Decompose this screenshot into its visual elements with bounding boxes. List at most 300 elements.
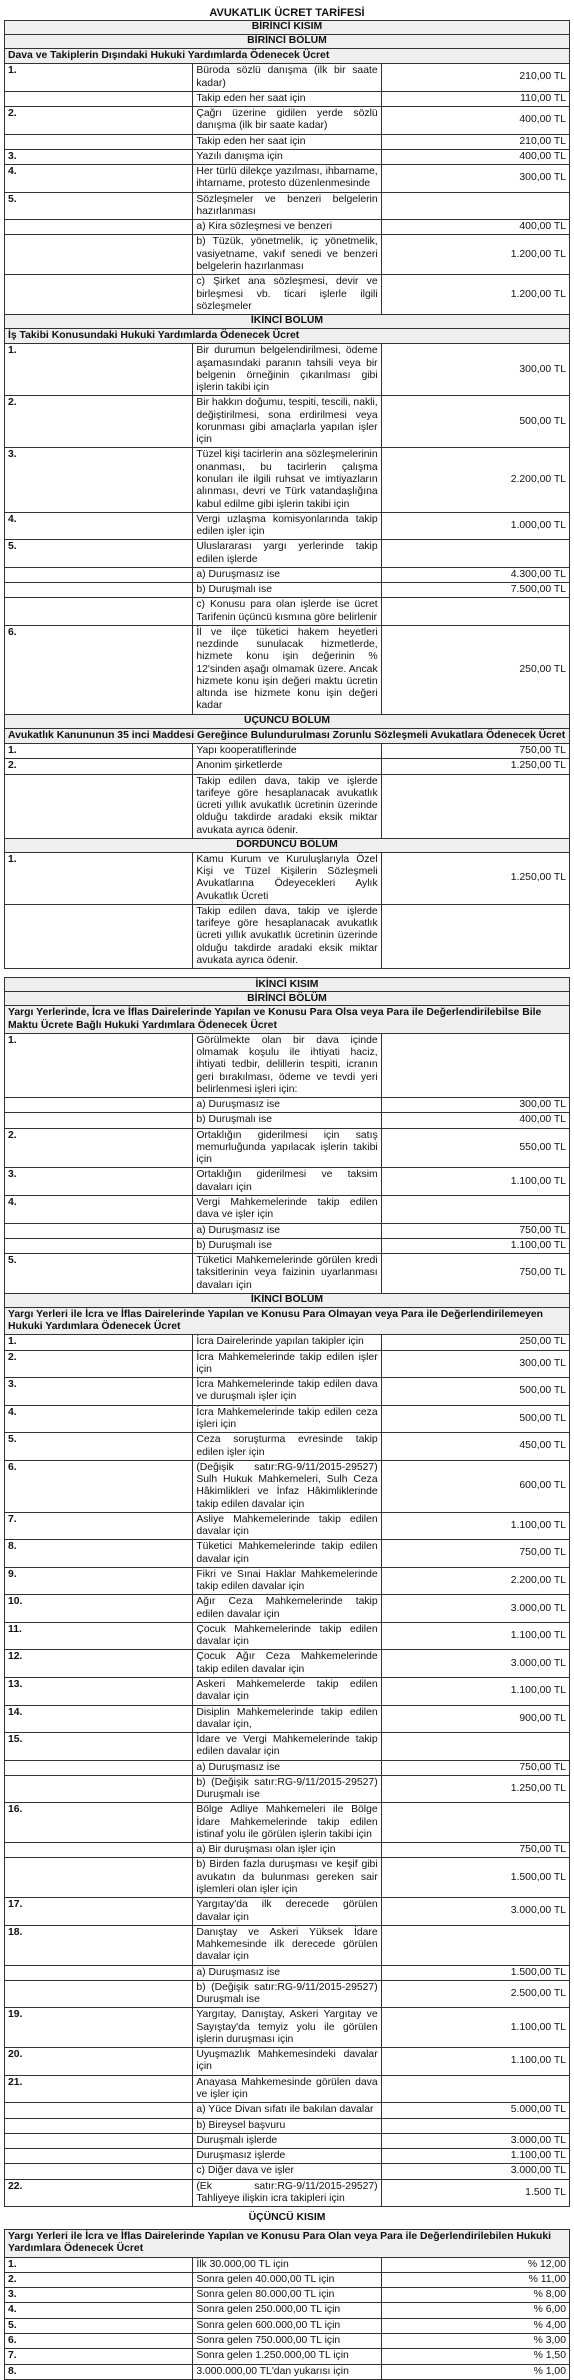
section-title: Yargı Yerleri ile İcra ve İflas Dairelerinde Yapılan ve Konusu Para Olmayan veya Para ile Değerlendirilemeyen Hukuki Yardımlara Ödenecek Ücret: [5, 1307, 570, 1335]
item-amount: 110,00 TL: [381, 91, 569, 106]
item-number: 14.: [5, 1705, 193, 1733]
item-number: [5, 598, 193, 626]
fee-row: [5, 583, 570, 598]
tariff-document: [4, 6, 570, 2380]
item-number: 19.: [5, 2008, 193, 2048]
section-heading: İKİNCİ BÖLÜM: [5, 1293, 570, 1307]
fee-row: [5, 774, 570, 838]
item-description: İlk 30.000,00 TL için: [193, 2257, 381, 2272]
item-description: Uyuşmazlık Mahkemesindeki davalar için: [193, 2048, 381, 2076]
item-description: a) Bir duruşması olan işler için: [193, 1843, 381, 1858]
item-number: 21.: [5, 2075, 193, 2103]
item-number: [5, 220, 193, 235]
fee-row: [5, 192, 570, 220]
item-amount: % 8,00: [381, 2288, 569, 2303]
fee-row: [5, 1733, 570, 1761]
section-title: Avukatlık Kanununun 35 inci Maddesi Gereğince Bulundurulması Zorunlu Sözleşmeli Avukatlara Ödenecek Ücret: [5, 728, 570, 743]
fee-row: [5, 1168, 570, 1196]
item-amount: 3.000,00 TL: [381, 2164, 569, 2179]
item-description: Sonra gelen 40.000,00 TL için: [193, 2272, 381, 2287]
item-amount: 400,00 TL: [381, 1113, 569, 1128]
item-number: 3.: [5, 2288, 193, 2303]
item-description: Tüketici Mahkemelerinde görülen kredi taksitlerinin veya faizinin uyarlanması davaları için: [193, 1254, 381, 1294]
fee-row: [5, 904, 570, 968]
fee-row: [5, 1433, 570, 1461]
item-number: [5, 235, 193, 275]
item-number: 1.: [5, 2257, 193, 2272]
item-description: b) Duruşmalı ise: [193, 1113, 381, 1128]
fee-row: [5, 2118, 570, 2133]
item-amount: [381, 1803, 569, 1843]
item-number: 22.: [5, 2179, 193, 2207]
item-number: [5, 91, 193, 106]
item-number: 4.: [5, 165, 193, 193]
fee-row: [5, 91, 570, 106]
item-amount: 5.000,00 TL: [381, 2103, 569, 2118]
fee-row: [5, 1098, 570, 1113]
item-number: 4.: [5, 512, 193, 540]
item-description: Takip eden her saat için: [193, 134, 381, 149]
item-description: İl ve ilçe tüketici hakem heyetleri nezdinde sunulacak hizmetlerde, hizmete konu işin değerinin % 12'sinden aşağı olmamak üzere. Ancak hizmete konu işin değeri maktu ücretin altında ise hizmete konu işin değeri kadar: [193, 625, 381, 714]
fee-row: [5, 1238, 570, 1253]
item-amount: 1.100,00 TL: [381, 2149, 569, 2164]
section-heading: ÜÇÜNCÜ BÖLÜM: [5, 714, 570, 728]
fee-row: [5, 1223, 570, 1238]
item-amount: % 1,50: [381, 2349, 569, 2364]
item-amount: 300,00 TL: [381, 344, 569, 396]
item-amount: 2.200,00 TL: [381, 448, 569, 512]
fee-row: [5, 1622, 570, 1650]
item-description: a) Duruşmasız ise: [193, 1098, 381, 1113]
item-number: 3.: [5, 448, 193, 512]
fee-row: [5, 1512, 570, 1540]
item-number: [5, 1843, 193, 1858]
fee-row: [5, 1595, 570, 1623]
item-description: Her türlü dilekçe yazılması, ihbarname, ihtarname, protesto düzenlenmesinde: [193, 165, 381, 193]
fee-row: [5, 1760, 570, 1775]
item-description: Çocuk Mahkemelerinde takip edilen davalar için: [193, 1622, 381, 1650]
section-title: Dava ve Takiplerin Dışındaki Hukuki Yardımlarda Ödenecek Ücret: [5, 49, 570, 64]
item-number: 6.: [5, 625, 193, 714]
item-amount: 900,00 TL: [381, 1705, 569, 1733]
item-amount: 3.000,00 TL: [381, 1650, 569, 1678]
item-description: Anayasa Mahkemesinde görülen dava ve işler için: [193, 2075, 381, 2103]
item-number: 16.: [5, 1803, 193, 1843]
item-description: Kamu Kurum ve Kuruluşlarıyla Özel Kişi ve Tüzel Kişilerin Sözleşmeli Avukatlarına Ödeyecekleri Aylık Avukatlık Ücreti: [193, 852, 381, 904]
item-number: [5, 275, 193, 315]
fee-row: [5, 2349, 570, 2364]
item-description: İcra Mahkemelerinde takip edilen işler için: [193, 1350, 381, 1378]
item-amount: 1.100,00 TL: [381, 2048, 569, 2076]
item-description: c) Konusu para olan işlerde ise ücret Tarifenin üçüncü kısmına göre belirlenir: [193, 598, 381, 626]
item-description: Ortaklığın giderilmesi için satış memurluğunda yapılacak işlerin takibi için: [193, 1128, 381, 1168]
item-number: 8.: [5, 1540, 193, 1568]
item-number: 13.: [5, 1678, 193, 1706]
item-number: [5, 1980, 193, 2008]
item-description: Büroda sözlü danışma (ilk bir saate kadar): [193, 64, 381, 92]
item-amount: 250,00 TL: [381, 1335, 569, 1350]
section-title: Yargı Yerlerinde, İcra ve İflas Dairelerinde Yapılan ve Konusu Para Olsa veya Para ile Değerlendirilebilse Bile Maktu Ücrete Bağlı Hukuki Yardımlara Ödenecek Ücret: [5, 1006, 570, 1034]
item-amount: 1.500,00 TL: [381, 1858, 569, 1898]
item-description: a) Duruşmasız ise: [193, 567, 381, 582]
section-heading: İKİNCİ BÖLÜM: [5, 315, 570, 329]
item-number: [5, 2164, 193, 2179]
item-number: 2.: [5, 396, 193, 448]
item-number: [5, 2133, 193, 2148]
fee-row: [5, 344, 570, 396]
item-amount: 400,00 TL: [381, 149, 569, 164]
fee-row: [5, 448, 570, 512]
item-amount: [381, 2075, 569, 2103]
fee-row: [5, 235, 570, 275]
item-number: [5, 2103, 193, 2118]
item-number: 2.: [5, 107, 193, 135]
item-number: 5.: [5, 540, 193, 568]
item-description: Uluslararası yargı yerlerinde takip edilen işlerde: [193, 540, 381, 568]
fee-row: [5, 1843, 570, 1858]
item-amount: 1.500 TL: [381, 2179, 569, 2207]
item-amount: 4.300,00 TL: [381, 567, 569, 582]
item-number: 5.: [5, 1254, 193, 1294]
fee-row: [5, 1254, 570, 1294]
item-amount: 1.250,00 TL: [381, 852, 569, 904]
item-amount: 550,00 TL: [381, 1128, 569, 1168]
item-amount: 1.100,00 TL: [381, 1168, 569, 1196]
fee-row: [5, 1705, 570, 1733]
item-description: Tüzel kişi tacirlerin ana sözleşmelerinin onanması, bu tacirlerin çalışma konuları ile ilgili ruhsat ve imtiyazların alınması, devri ve Türk vatandaşlığına kabul edilme gibi işlerin takibi için: [193, 448, 381, 512]
item-number: 12.: [5, 1650, 193, 1678]
fee-row: [5, 64, 570, 92]
part-heading: BİRİNCİ KISIM: [5, 21, 570, 35]
item-description: Görülmekte olan bir dava içinde olmamak koşulu ile ihtiyati haciz, ihtiyati tedbir, delillerin tespiti, icranın geri bırakılması, ödeme ve tevdi yeri belirlenmesi işleri için:: [193, 1033, 381, 1097]
fee-row: [5, 1540, 570, 1568]
item-amount: 300,00 TL: [381, 165, 569, 193]
item-description: İcra Dairelerinde yapılan takipler için: [193, 1335, 381, 1350]
fee-row: [5, 1858, 570, 1898]
item-number: 1.: [5, 64, 193, 92]
item-description: Sonra gelen 600.000,00 TL için: [193, 2318, 381, 2333]
fee-row: [5, 165, 570, 193]
fee-row: [5, 598, 570, 626]
item-description: Yapı kooperatiflerinde: [193, 744, 381, 759]
item-description: c) Şirket ana sözleşmesi, devir ve birleşmesi vb. ticari işlerle ilgili sözleşmeler: [193, 275, 381, 315]
fee-row: [5, 1925, 570, 1965]
item-description: İdare ve Vergi Mahkemelerinde takip edilen davalar için: [193, 1733, 381, 1761]
item-amount: 500,00 TL: [381, 1378, 569, 1406]
item-amount: 750,00 TL: [381, 1843, 569, 1858]
item-amount: 1.250,00 TL: [381, 1775, 569, 1803]
part-three-table: [4, 2229, 570, 2380]
part-two-table: [4, 977, 570, 2207]
item-amount: 400,00 TL: [381, 220, 569, 235]
item-number: 4.: [5, 2303, 193, 2318]
item-number: [5, 567, 193, 582]
item-description: (Ek satır:RG-9/11/2015-29527) Tahliyeye ilişkin icra takipleri için: [193, 2179, 381, 2207]
item-number: 5.: [5, 192, 193, 220]
item-amount: [381, 1733, 569, 1761]
fee-row: [5, 1803, 570, 1843]
item-description: Ortaklığın giderilmesi ve taksim davaları için: [193, 1168, 381, 1196]
fee-row: [5, 1405, 570, 1433]
item-number: 9.: [5, 1567, 193, 1595]
item-number: 8.: [5, 2364, 193, 2379]
item-number: 17.: [5, 1898, 193, 1926]
item-number: 7.: [5, 1512, 193, 1540]
section-heading: BİRİNCİ BÖLÜM: [5, 35, 570, 49]
item-amount: [381, 2118, 569, 2133]
fee-row: [5, 2257, 570, 2272]
item-description: Bölge Adliye Mahkemeleri ile Bölge İdare Mahkemelerinde takip edilen istinaf yolu ile görülen işlerin takibi için: [193, 1803, 381, 1843]
item-number: 2.: [5, 1350, 193, 1378]
item-description: b) Tüzük, yönetmelik, iç yönetmelik, vasiyetname, vakıf senedi ve benzeri belgelerin hazırlanması: [193, 235, 381, 275]
item-description: b) Duruşmalı ise: [193, 583, 381, 598]
item-amount: 750,00 TL: [381, 1540, 569, 1568]
item-amount: 1.100,00 TL: [381, 1238, 569, 1253]
fee-row: [5, 2288, 570, 2303]
section-heading: DÖRDÜNCÜ BÖLÜM: [5, 838, 570, 852]
item-amount: [381, 1033, 569, 1097]
section-heading: BİRİNCİ BÖLÜM: [5, 992, 570, 1006]
fee-row: [5, 2303, 570, 2318]
item-description: b) Duruşmalı ise: [193, 1238, 381, 1253]
fee-row: [5, 1678, 570, 1706]
item-amount: 3.000,00 TL: [381, 2133, 569, 2148]
item-description: (Değişik satır:RG-9/11/2015-29527) Sulh Hukuk Mahkemeleri, Sulh Ceza Hâkimlikleri ve İnfaz Hâkimliklerinde takip edilen davalar için: [193, 1460, 381, 1512]
item-number: 4.: [5, 1405, 193, 1433]
item-amount: % 3,00: [381, 2333, 569, 2348]
item-description: Fikri ve Sınai Haklar Mahkemelerinde takip edilen davalar için: [193, 1567, 381, 1595]
item-description: a) Duruşmasız ise: [193, 1965, 381, 1980]
item-amount: % 11,00: [381, 2272, 569, 2287]
item-description: İcra Mahkemelerinde takip edilen dava ve duruşmalı işler için: [193, 1378, 381, 1406]
item-amount: 300,00 TL: [381, 1350, 569, 1378]
item-number: [5, 1113, 193, 1128]
item-description: Danıştay ve Askeri Yüksek İdare Mahkemesinde ilk derecede görülen davalar için: [193, 1925, 381, 1965]
fee-row: [5, 2318, 570, 2333]
item-description: a) Duruşmasız ise: [193, 1760, 381, 1775]
item-number: [5, 1238, 193, 1253]
item-amount: 750,00 TL: [381, 1760, 569, 1775]
item-number: [5, 904, 193, 968]
item-number: 2.: [5, 1128, 193, 1168]
item-description: b) Bireysel başvuru: [193, 2118, 381, 2133]
fee-row: [5, 759, 570, 774]
item-amount: 1.100,00 TL: [381, 1678, 569, 1706]
item-description: b) (Değişik satır:RG-9/11/2015-29527) Duruşmalı ise: [193, 1775, 381, 1803]
item-number: 10.: [5, 1595, 193, 1623]
item-amount: [381, 598, 569, 626]
item-number: 1.: [5, 344, 193, 396]
item-number: [5, 2149, 193, 2164]
item-number: 7.: [5, 2349, 193, 2364]
item-amount: [381, 774, 569, 838]
item-number: [5, 1760, 193, 1775]
item-description: Duruşmalı işlerde: [193, 2133, 381, 2148]
item-amount: 2.500,00 TL: [381, 1980, 569, 2008]
item-description: Takip eden her saat için: [193, 91, 381, 106]
item-number: 15.: [5, 1733, 193, 1761]
item-number: 20.: [5, 2048, 193, 2076]
item-description: Sonra gelen 1.250.000,00 TL için: [193, 2349, 381, 2364]
item-amount: 1.000,00 TL: [381, 512, 569, 540]
item-description: Bir hakkın doğumu, tespiti, tescili, nakli, değiştirilmesi, sona erdirilmesi veya korunması gibi amaçlarla yapılan işler için: [193, 396, 381, 448]
item-amount: 500,00 TL: [381, 396, 569, 448]
item-amount: 210,00 TL: [381, 134, 569, 149]
item-description: a) Kira sözleşmesi ve benzeri: [193, 220, 381, 235]
item-number: [5, 2118, 193, 2133]
fee-row: [5, 1113, 570, 1128]
item-amount: 3.000,00 TL: [381, 1595, 569, 1623]
item-number: [5, 1965, 193, 1980]
item-description: a) Duruşmasız ise: [193, 1223, 381, 1238]
item-description: Yargıtay, Danıştay, Askeri Yargıtay ve Sayıştay'da temyiz yolu ile görülen işlerin duruşması için: [193, 2008, 381, 2048]
item-description: Çağrı üzerine gidilen yerde sözlü danışma (ilk bir saate kadar): [193, 107, 381, 135]
fee-row: [5, 107, 570, 135]
item-description: İcra Mahkemelerinde takip edilen ceza işleri için: [193, 1405, 381, 1433]
section-title: İş Takibi Konusundaki Hukuki Yardımlarda Ödenecek Ücret: [5, 329, 570, 344]
item-description: Vergi Mahkemelerinde takip edilen dava ve işler için: [193, 1195, 381, 1223]
item-number: 6.: [5, 1460, 193, 1512]
fee-row: [5, 1980, 570, 2008]
item-amount: % 6,00: [381, 2303, 569, 2318]
item-amount: 750,00 TL: [381, 1223, 569, 1238]
item-description: Sözleşmeler ve benzeri belgelerin hazırlanması: [193, 192, 381, 220]
item-number: 5.: [5, 1433, 193, 1461]
fee-row: [5, 2179, 570, 2207]
item-description: Yargıtay'da ilk derecede görülen davalar için: [193, 1898, 381, 1926]
fee-row: [5, 744, 570, 759]
item-number: 4.: [5, 1195, 193, 1223]
item-number: [5, 1775, 193, 1803]
item-amount: % 4,00: [381, 2318, 569, 2333]
item-amount: 250,00 TL: [381, 625, 569, 714]
fee-row: [5, 1378, 570, 1406]
fee-row: [5, 1195, 570, 1223]
item-number: 1.: [5, 744, 193, 759]
item-amount: 1.100,00 TL: [381, 1512, 569, 1540]
item-amount: 3.000,00 TL: [381, 1898, 569, 1926]
item-description: Sonra gelen 250.000,00 TL için: [193, 2303, 381, 2318]
item-description: 3.000.000,00 TL'dan yukarısı için: [193, 2364, 381, 2379]
fee-row: [5, 149, 570, 164]
item-amount: 7.500,00 TL: [381, 583, 569, 598]
item-description: Asliye Mahkemelerinde takip edilen davalar için: [193, 1512, 381, 1540]
fee-row: [5, 2133, 570, 2148]
item-amount: [381, 904, 569, 968]
item-number: 3.: [5, 149, 193, 164]
item-description: Ceza soruşturma evresinde takip edilen işler için: [193, 1433, 381, 1461]
item-number: 5.: [5, 2318, 193, 2333]
item-description: Duruşmasız işlerde: [193, 2149, 381, 2164]
fee-row: [5, 134, 570, 149]
fee-row: [5, 2008, 570, 2048]
item-description: Takip edilen dava, takip ve işlerde tarifeye göre hesaplanacak avukatlık ücreti yıllık avukatlık ücretinin üzerinde olduğu takdirde aradaki eksik miktar avukata ayrıca ödenir.: [193, 774, 381, 838]
fee-row: [5, 2333, 570, 2348]
item-amount: [381, 1195, 569, 1223]
fee-row: [5, 1460, 570, 1512]
fee-row: [5, 2272, 570, 2287]
item-number: 18.: [5, 1925, 193, 1965]
item-amount: [381, 540, 569, 568]
item-amount: 1.250,00 TL: [381, 759, 569, 774]
item-number: 3.: [5, 1378, 193, 1406]
item-amount: 450,00 TL: [381, 1433, 569, 1461]
fee-row: [5, 567, 570, 582]
item-description: c) Diğer dava ve işler: [193, 2164, 381, 2179]
item-number: 2.: [5, 759, 193, 774]
item-description: Çocuk Ağır Ceza Mahkemelerinde takip edilen davalar için: [193, 1650, 381, 1678]
fee-row: [5, 2164, 570, 2179]
item-amount: 1.200,00 TL: [381, 235, 569, 275]
fee-row: [5, 220, 570, 235]
item-number: [5, 1098, 193, 1113]
item-amount: % 12,00: [381, 2257, 569, 2272]
part-heading: ÜÇÜNCÜ KISIM: [248, 2212, 326, 2224]
item-description: Sonra gelen 80.000,00 TL için: [193, 2288, 381, 2303]
item-number: 11.: [5, 1622, 193, 1650]
item-description: Askeri Mahkemelerde takip edilen davalar için: [193, 1678, 381, 1706]
item-description: b) Birden fazla duruşması ve keşif gibi avukatın da bulunması gereken sair işlemleri olan işler için: [193, 1858, 381, 1898]
item-number: [5, 583, 193, 598]
item-description: Vergi uzlaşma komisyonlarında takip edilen işler için: [193, 512, 381, 540]
fee-row: [5, 1350, 570, 1378]
item-amount: 1.500,00 TL: [381, 1965, 569, 1980]
item-number: [5, 1858, 193, 1898]
fee-row: [5, 1775, 570, 1803]
item-number: 3.: [5, 1168, 193, 1196]
item-description: Takip edilen dava, takip ve işlerde tarifeye göre hesaplanacak avukatlık ücreti yıllık avukatlık ücretinin üzerinde olduğu takdirde aradaki eksik miktar avukata ayrıca ödenir.: [193, 904, 381, 968]
item-amount: 1.100,00 TL: [381, 1622, 569, 1650]
item-amount: 400,00 TL: [381, 107, 569, 135]
fee-row: [5, 540, 570, 568]
item-number: [5, 134, 193, 149]
fee-row: [5, 852, 570, 904]
item-description: Anonim şirketlerde: [193, 759, 381, 774]
item-number: 1.: [5, 1335, 193, 1350]
item-amount: [381, 192, 569, 220]
fee-row: [5, 2075, 570, 2103]
item-amount: 750,00 TL: [381, 744, 569, 759]
fee-row: [5, 2364, 570, 2379]
item-description: a) Yüce Divan sıfatı ile bakılan davalar: [193, 2103, 381, 2118]
fee-row: [5, 1965, 570, 1980]
fee-row: [5, 625, 570, 714]
fee-row: [5, 396, 570, 448]
item-amount: 600,00 TL: [381, 1460, 569, 1512]
item-description: Tüketici Mahkemelerinde takip edilen davalar için: [193, 1540, 381, 1568]
item-number: 6.: [5, 2333, 193, 2348]
item-number: 2.: [5, 2272, 193, 2287]
document-title: AVUKATLIK ÜCRET TARİFESİ: [209, 7, 365, 19]
part-heading: İKİNCİ KISIM: [5, 978, 570, 992]
section-title: Yargı Yerleri ile İcra ve İflas Dairelerinde Yapılan ve Konusu Para Olan veya Para ile Değerlendirilebilen Hukuki Yardımlara Ödenecek Ücret: [5, 2230, 570, 2258]
fee-row: [5, 1033, 570, 1097]
item-number: 1.: [5, 1033, 193, 1097]
item-amount: 210,00 TL: [381, 64, 569, 92]
fee-row: [5, 2149, 570, 2164]
fee-row: [5, 512, 570, 540]
part-one-table: [4, 20, 570, 969]
item-description: b) (Değişik satır:RG-9/11/2015-29527) Duruşmalı ise: [193, 1980, 381, 2008]
item-description: Yazılı danışma için: [193, 149, 381, 164]
fee-row: [5, 1898, 570, 1926]
item-amount: % 1,00: [381, 2364, 569, 2379]
fee-row: [5, 1128, 570, 1168]
fee-row: [5, 275, 570, 315]
item-amount: 750,00 TL: [381, 1254, 569, 1294]
fee-row: [5, 1335, 570, 1350]
fee-row: [5, 1567, 570, 1595]
